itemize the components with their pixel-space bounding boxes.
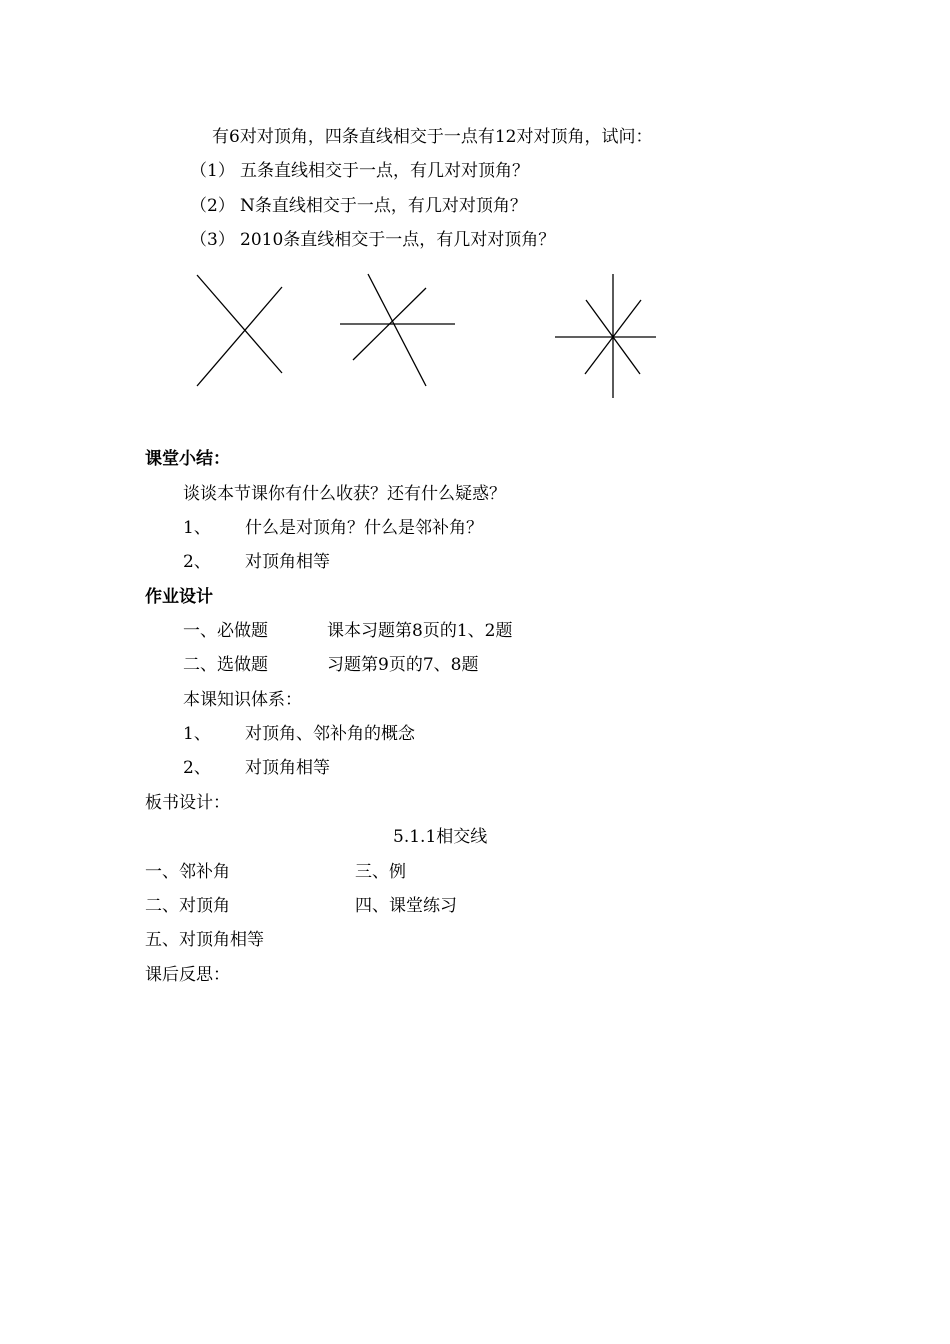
homework-item-1-label: 一、必做题 — [183, 621, 268, 641]
summary-item-1-text: 什么是对顶角？什么是邻补角？ — [245, 518, 483, 538]
question-1-number: （1） — [190, 161, 235, 181]
summary-item-2-number: 2、 — [183, 552, 211, 572]
figure-two-lines — [190, 270, 290, 390]
figure-two-lines-line-1 — [197, 275, 282, 373]
board-item-3: 三、例 — [355, 862, 406, 882]
homework-item-1-text: 课本习题第8页的1、2题 — [327, 621, 513, 641]
board-item-4: 四、课堂练习 — [355, 896, 457, 916]
board-heading: 板书设计： — [145, 793, 230, 813]
question-1-text: 五条直线相交于一点，有几对对顶角？ — [240, 161, 529, 181]
question-3-number: （3） — [190, 230, 235, 250]
knowledge-item-2-number: 2、 — [183, 758, 211, 778]
summary-intro: 谈谈本节课你有什么收获？还有什么疑惑？ — [183, 484, 506, 504]
problem-intro: 有6对对顶角，四条直线相交于一点有12对对顶角，试问： — [212, 127, 653, 147]
homework-item-2-text: 习题第9页的7、8题 — [327, 655, 479, 675]
figure-four-lines — [552, 270, 662, 402]
question-2-text: N条直线相交于一点，有几对对顶角？ — [240, 196, 527, 216]
summary-item-2-text: 对顶角相等 — [245, 552, 330, 572]
question-2-number: （2） — [190, 196, 235, 216]
homework-item-2-label: 二、选做题 — [183, 655, 268, 675]
knowledge-item-1-text: 对顶角、邻补角的概念 — [245, 724, 415, 744]
summary-item-1-number: 1、 — [183, 518, 211, 538]
figure-two-lines-line-2 — [197, 287, 282, 386]
figure-three-lines-line-1 — [368, 274, 426, 386]
board-item-2: 二、对顶角 — [145, 896, 230, 916]
knowledge-system-title: 本课知识体系： — [183, 690, 302, 710]
question-3-text: 2010条直线相交于一点，有几对对顶角？ — [240, 230, 556, 250]
reflection-heading: 课后反思： — [145, 965, 230, 985]
board-item-1: 一、邻补角 — [145, 862, 230, 882]
board-item-5: 五、对顶角相等 — [145, 930, 264, 950]
homework-heading: 作业设计 — [145, 587, 213, 607]
summary-heading: 课堂小结： — [145, 449, 230, 469]
knowledge-item-2-text: 对顶角相等 — [245, 758, 330, 778]
knowledge-item-1-number: 1、 — [183, 724, 211, 744]
board-title: 5.1.1相交线 — [393, 827, 488, 847]
figure-three-lines — [338, 270, 458, 390]
